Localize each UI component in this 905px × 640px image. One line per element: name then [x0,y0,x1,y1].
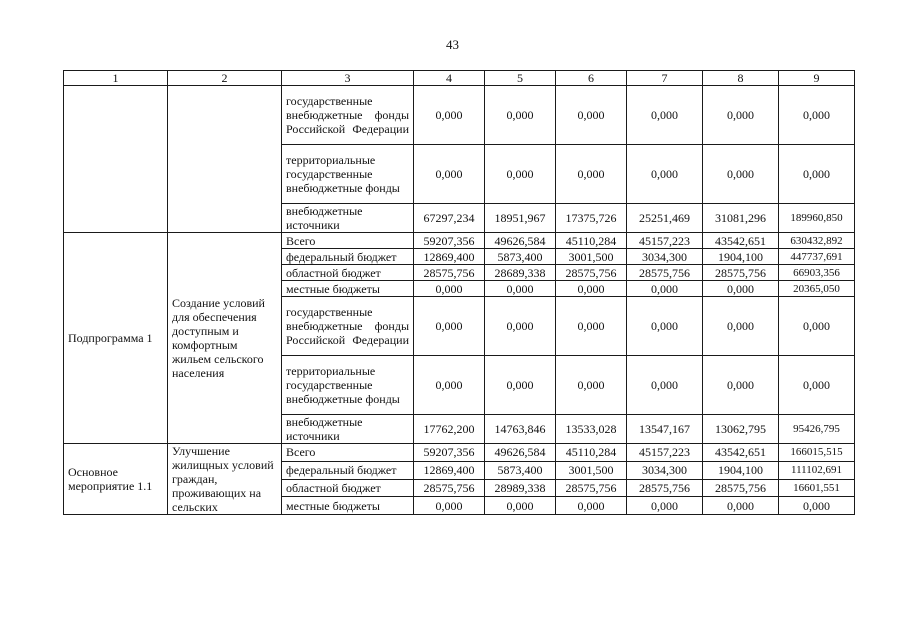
value-cell: 0,000 [414,497,485,515]
source-cell: Всего [282,233,414,249]
value-cell: 14763,846 [485,415,556,444]
value-cell: 49626,584 [485,444,556,462]
value-cell: 0,000 [485,297,556,356]
value-cell: 5873,400 [485,461,556,479]
table-row [64,444,855,462]
value-cell: 67297,234 [414,204,485,233]
source-cell: территориальные государственные внебюджетные фонды [282,145,414,204]
value-cell: 17375,726 [556,204,627,233]
source-cell: внебюджетные источники [282,204,414,233]
source-cell: областной бюджет [282,265,414,281]
value-cell: 18951,967 [485,204,556,233]
value-cell: 0,000 [627,497,703,515]
value-cell: 0,000 [414,281,485,297]
value-cell: 49626,584 [485,233,556,249]
value-cell: 59207,356 [414,233,485,249]
value-cell: 0,000 [703,281,779,297]
value-cell: 0,000 [703,356,779,415]
value-cell: 28575,756 [414,479,485,497]
value-cell: 0,000 [556,497,627,515]
page-number: 43 [446,37,459,52]
source-cell: местные бюджеты [282,497,414,515]
source-cell: государственные внебюджетные фонды Российской Федерации [282,297,414,356]
column-header: 4 [414,71,485,86]
source-cell: местные бюджеты [282,281,414,297]
value-cell: 45157,223 [627,233,703,249]
value-cell: 28575,756 [627,479,703,497]
column-header: 5 [485,71,556,86]
value-cell: 0,000 [414,145,485,204]
measure-title: Улучшение жилищных условий граждан, проживающих на сельских [168,444,282,515]
value-cell: 5873,400 [485,249,556,265]
source-cell: внебюджетные источники [282,415,414,444]
value-cell: 59207,356 [414,444,485,462]
value-cell: 0,000 [485,497,556,515]
table-row [64,233,855,249]
value-cell: 0,000 [485,86,556,145]
value-cell: 45157,223 [627,444,703,462]
source-cell: областной бюджет [282,479,414,497]
value-cell: 43542,651 [703,233,779,249]
value-cell: 0,000 [556,86,627,145]
header-row [64,71,855,86]
value-cell: 0,000 [414,356,485,415]
value-cell: 0,000 [414,297,485,356]
value-cell: 0,000 [414,86,485,145]
value-cell: 13533,028 [556,415,627,444]
value-cell: 45110,284 [556,444,627,462]
value-cell: 166015,515 [779,444,855,462]
column-header: 9 [779,71,855,86]
value-cell: 0,000 [556,281,627,297]
value-cell: 3034,300 [627,249,703,265]
empty-cell [64,86,168,233]
value-cell: 0,000 [627,86,703,145]
value-cell: 28575,756 [703,265,779,281]
value-cell: 45110,284 [556,233,627,249]
value-cell: 3034,300 [627,461,703,479]
value-cell: 0,000 [703,145,779,204]
value-cell: 0,000 [779,145,855,204]
value-cell: 111102,691 [779,461,855,479]
value-cell: 43542,651 [703,444,779,462]
value-cell: 13547,167 [627,415,703,444]
table-row [64,86,855,145]
value-cell: 0,000 [779,86,855,145]
value-cell: 0,000 [779,497,855,515]
value-cell: 0,000 [485,145,556,204]
source-cell: федеральный бюджет [282,249,414,265]
subprogram-name: Подпрограмма 1 [64,233,168,444]
value-cell: 28575,756 [703,479,779,497]
value-cell: 0,000 [485,281,556,297]
value-cell: 189960,850 [779,204,855,233]
value-cell: 66903,356 [779,265,855,281]
value-cell: 447737,691 [779,249,855,265]
value-cell: 28575,756 [627,265,703,281]
value-cell: 0,000 [556,356,627,415]
value-cell: 0,000 [703,297,779,356]
value-cell: 0,000 [703,497,779,515]
value-cell: 28575,756 [556,479,627,497]
value-cell: 1904,100 [703,461,779,479]
value-cell: 0,000 [779,356,855,415]
value-cell: 28575,756 [414,265,485,281]
value-cell: 0,000 [556,297,627,356]
column-header: 2 [168,71,282,86]
value-cell: 16601,551 [779,479,855,497]
value-cell: 1904,100 [703,249,779,265]
source-cell: государственные внебюджетные фонды Российской Федерации [282,86,414,145]
value-cell: 95426,795 [779,415,855,444]
column-header: 7 [627,71,703,86]
value-cell: 0,000 [627,356,703,415]
value-cell: 28575,756 [556,265,627,281]
value-cell: 0,000 [485,356,556,415]
value-cell: 25251,469 [627,204,703,233]
measure-name: Основное мероприятие 1.1 [64,444,168,515]
value-cell: 28689,338 [485,265,556,281]
value-cell: 28989,338 [485,479,556,497]
value-cell: 0,000 [556,145,627,204]
value-cell: 630432,892 [779,233,855,249]
subprogram-title: Создание условий для обеспечения доступным и комфортным жильем сельского населения [168,233,282,444]
value-cell: 0,000 [703,86,779,145]
value-cell: 3001,500 [556,461,627,479]
value-cell: 3001,500 [556,249,627,265]
value-cell: 0,000 [627,297,703,356]
value-cell: 12869,400 [414,249,485,265]
source-cell: территориальные государственные внебюджетные фонды [282,356,414,415]
source-cell: Всего [282,444,414,462]
value-cell: 0,000 [627,145,703,204]
column-header: 1 [64,71,168,86]
column-header: 8 [703,71,779,86]
value-cell: 13062,795 [703,415,779,444]
value-cell: 31081,296 [703,204,779,233]
budget-table [63,70,855,515]
empty-cell [168,86,282,233]
value-cell: 17762,200 [414,415,485,444]
value-cell: 12869,400 [414,461,485,479]
value-cell: 20365,050 [779,281,855,297]
column-header: 3 [282,71,414,86]
source-cell: федеральный бюджет [282,461,414,479]
value-cell: 0,000 [779,297,855,356]
column-header: 6 [556,71,627,86]
value-cell: 0,000 [627,281,703,297]
